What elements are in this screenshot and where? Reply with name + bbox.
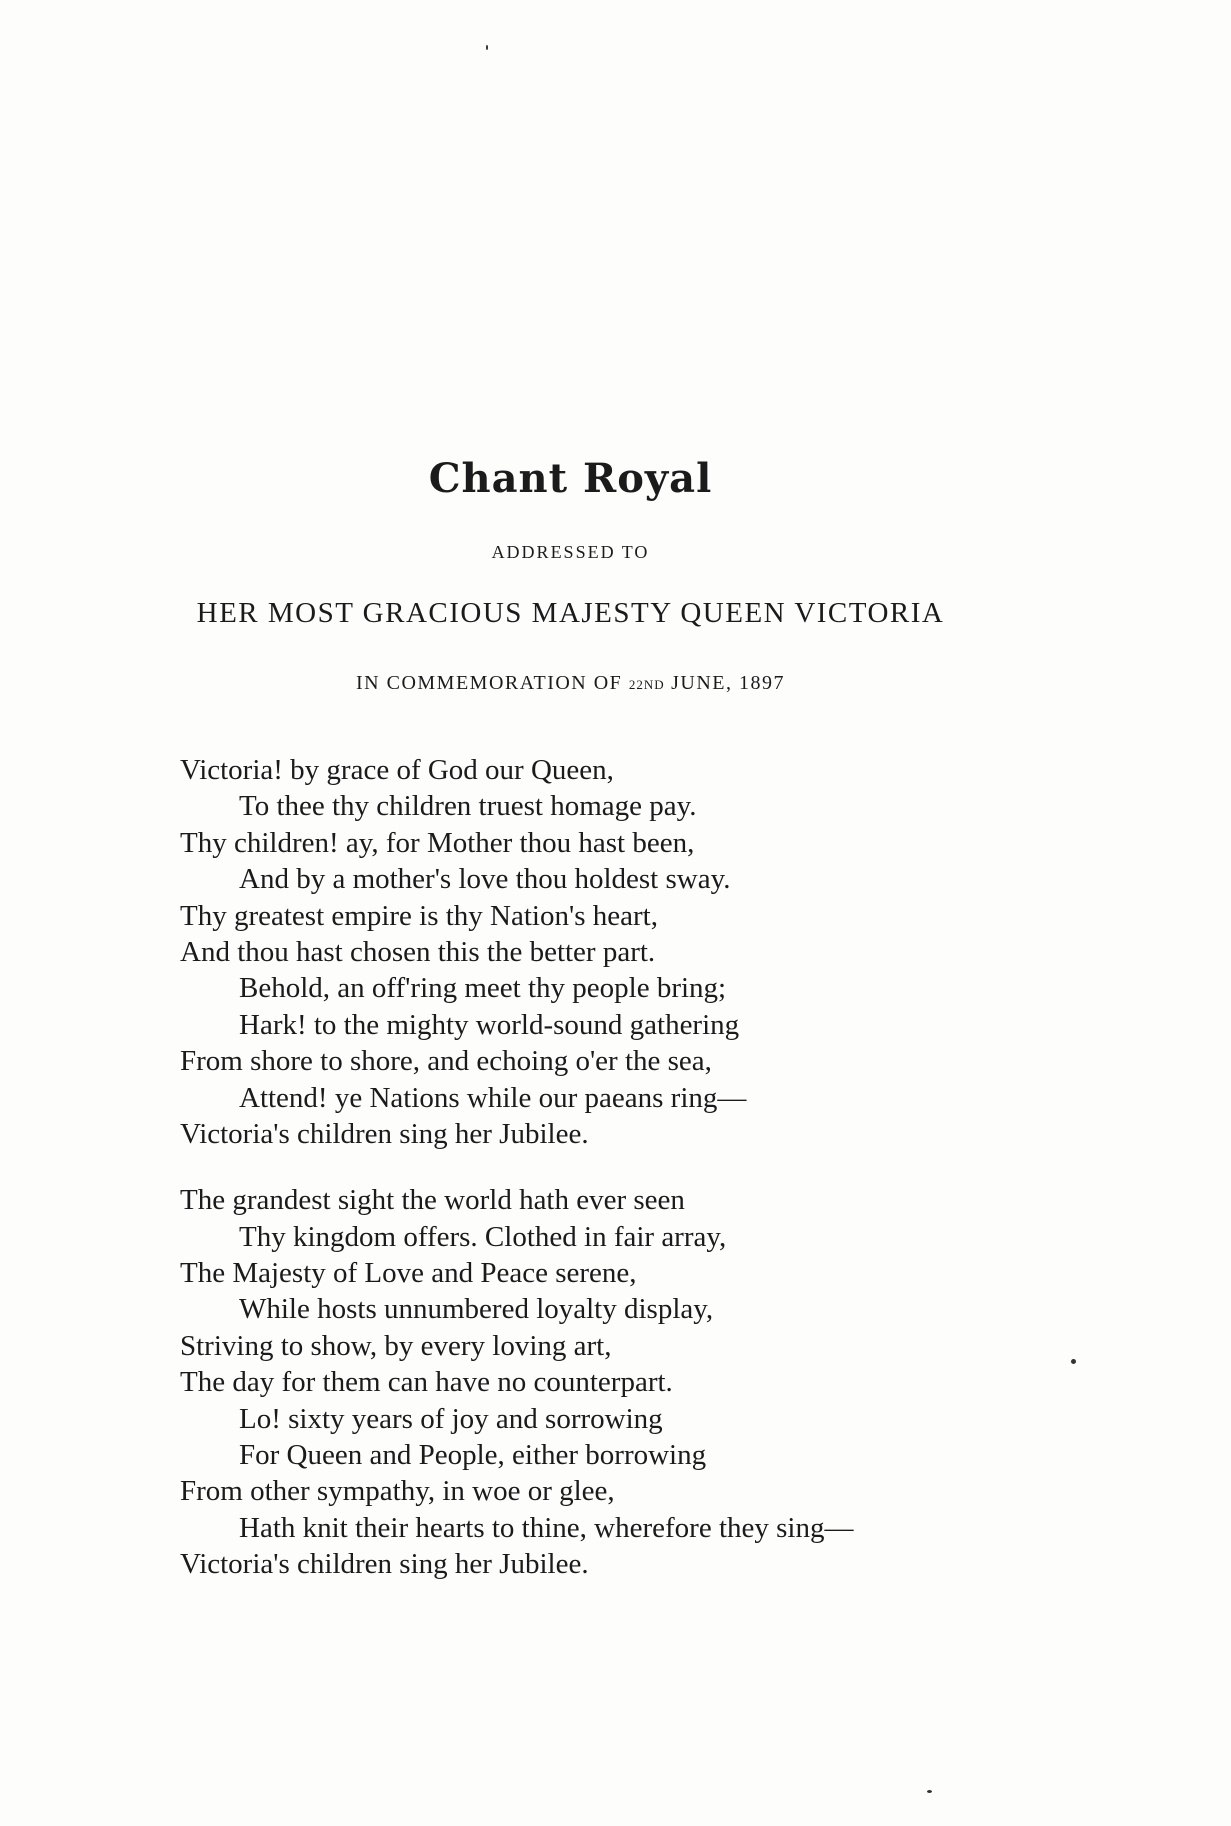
poem-line: And thou hast chosen this the better part. [180,935,656,968]
poem-line: Attend! ye Nations while our paeans ring— [239,1081,747,1114]
poem-line: Thy greatest empire is thy Nation's heart, [180,899,658,932]
poem-line: The Majesty of Love and Peace serene, [180,1257,637,1290]
poem-line: Victoria! by grace of God our Queen, [180,754,614,786]
poem-line: For Queen and People, either borrowing [239,1439,707,1472]
poem-line: Thy kingdom offers. Clothed in fair array, [239,1220,727,1253]
ink-speck [486,45,488,50]
dedicatee-line: HER MOST GRACIOUS MAJESTY QUEEN VICTORIA [196,597,945,629]
commemoration-prefix: IN COMMEMORATION OF [356,672,629,694]
poem-line: Hark! to the mighty world-sound gathering [239,1008,740,1041]
commemoration-line [0,672,1186,695]
poem-line: Victoria's children sing her Jubilee. [180,1117,589,1150]
commemoration-ordinal: 22ND [628,677,665,692]
poem-line: From shore to shore, and echoing o'er the sea, [180,1045,712,1078]
poem-line: The grandest sight the world hath ever seen [180,1184,685,1217]
poem-line: Behold, an off'ring meet thy people bring; [239,972,727,1005]
poem-line: While hosts unnumbered loyalty display, [239,1293,714,1326]
poem-line: From other sympathy, in woe or glee, [180,1475,615,1508]
poem-line: Hath knit their hearts to thine, wherefore they sing— [239,1511,854,1544]
poem-line: To thee thy children truest homage pay. [239,790,697,823]
poem-line: Striving to show, by every loving art, [180,1329,612,1362]
ink-speck [927,1790,932,1793]
poem-line: The day for them can have no counterpart. [180,1366,673,1399]
stanza-2 [180,1182,1180,1582]
poem-line: Victoria's children sing her Jubilee. [180,1548,589,1581]
poem-line: Lo! sixty years of joy and sorrowing [239,1402,663,1435]
poem-line: Thy children! ay, for Mother thou hast been, [180,826,695,859]
poem-title: Chant Royal [428,455,713,502]
commemoration-date: JUNE, 1897 [664,672,785,694]
addressed-to-line: ADDRESSED TO [491,542,650,562]
stanza-1 [180,752,1180,1152]
poem-body [180,752,1180,1613]
poem-line: And by a mother's love thou holdest sway. [239,863,731,896]
